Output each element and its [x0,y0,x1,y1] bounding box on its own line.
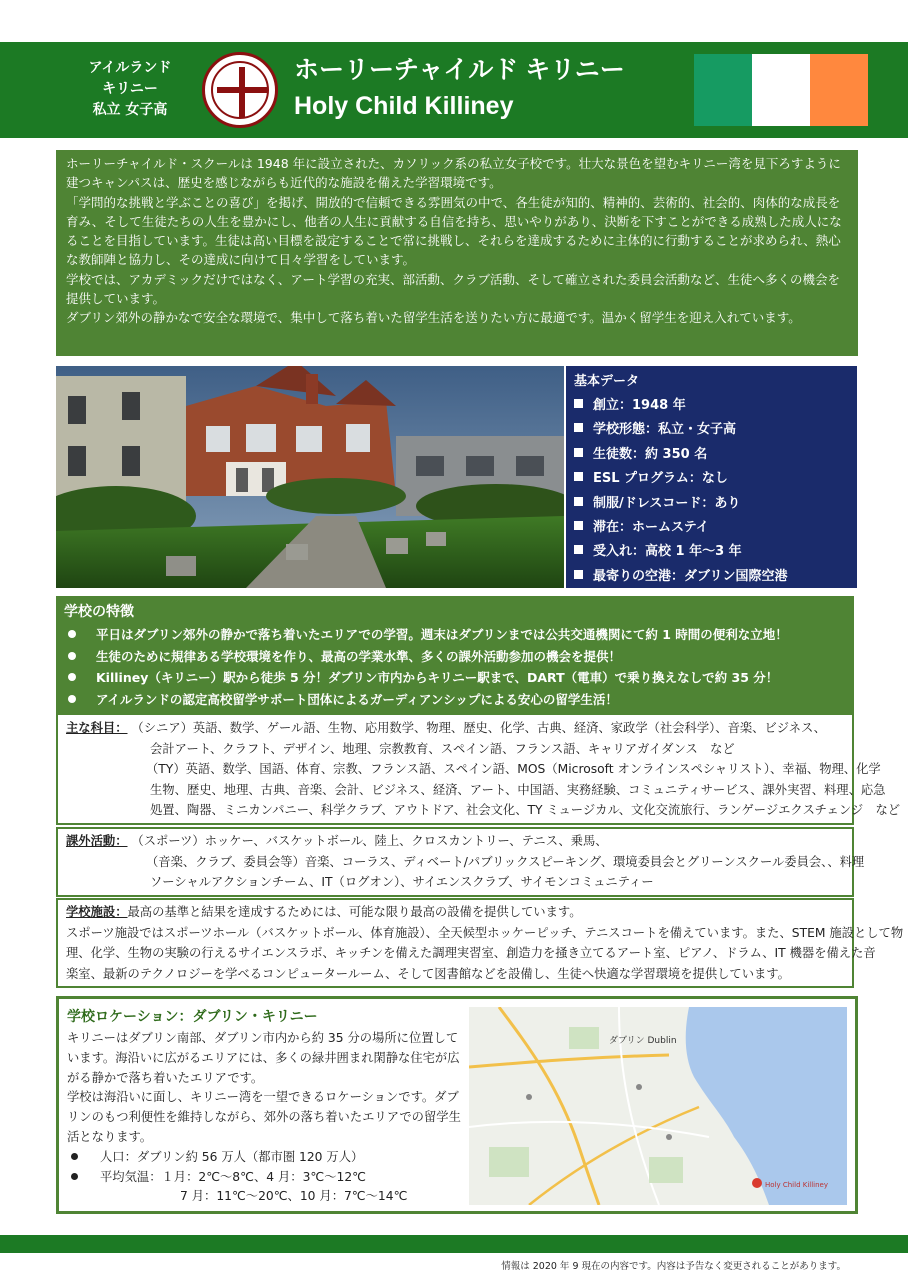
school-category [60,58,200,121]
bullet-icon [71,1173,78,1180]
activities-clubs-cont: ソーシャルアクションチーム、IT（ログオン）、サイエンスクラブ、サイモンコミュニティー [150,875,654,889]
square-bullet-icon [574,570,583,579]
footer-note: 情報は 2020 年 9 現在の内容です。内容は予告なく変更されることがあります。 [501,1261,846,1272]
school-photo [56,366,564,588]
footer-bar [0,1235,908,1253]
population-item: 人口：ダブリン約 56 万人（都市圏 120 万人） [67,1148,847,1168]
title-japanese: ホーリーチャイルド キリニー [294,56,625,84]
data-item-airport: 最寄りの空港：ダブリン国際空港 [574,565,849,589]
square-bullet-icon [574,423,583,432]
data-item-stay: 滞在：ホームステイ [574,516,849,540]
map-label-dublin: ダブリン Dublin [609,1036,677,1046]
bullet-icon [68,673,76,681]
square-bullet-icon [574,545,583,554]
intro-section [56,150,858,356]
subjects-senior: （シニア）英語、数学、ゲール語、生物、応用数学、物理、歴史、化学、古典、経済、家政学（社会科学）、音楽、ビジネス、 [131,721,826,735]
subjects-ty-cont: 生物、歴史、地理、古典、音楽、会計、ビジネス、経済、アート、中国語、実務経験、コミュニティサービス、課外実習、料理、応急 [150,782,886,797]
data-item-founded: 創立：1948 年 [574,394,849,418]
subjects-senior-cont: 会計アート、クラフト、デザイン、地理、宗教教育、スペイン語、フランス語、キャリアガイダンス など [150,741,735,756]
location-section [56,996,858,1214]
school-features-section [56,596,854,714]
features-title: 学校の特徴 [64,604,134,620]
school-location-pin-icon [752,1178,762,1188]
bullet-icon [68,695,76,703]
facilities-text: 最高の基準と結果を達成するためには、可能な限り最高の設備を提供しています。 [127,905,582,919]
header-banner [0,42,908,138]
feature-item: 平日はダブリン郊外の静かで落ち着いたエリアでの学習。週末はダブリンまでは公共交通機関にて約 1 時間の便利な立地！ [64,624,846,646]
square-bullet-icon [574,472,583,481]
temperature-item: 平均気温：１月：2℃～8℃、4 月：3℃～12℃ [67,1168,847,1188]
subjects-label: 主な科目： [66,721,128,735]
feature-item: Killiney（キリニー）駅から徒歩 5 分！ダブリン市内からキリニー駅まで、DART（電車）で乗り換えなしで約 35 分！ [64,667,846,689]
activities-section [56,827,865,897]
square-bullet-icon [574,399,583,408]
square-bullet-icon [574,521,583,530]
activities-clubs: （音楽、クラブ、委員会等）音楽、コーラス、ディベート/パブリックスピーキング、環境委員会とグリーンスクール委員会、、料理 [146,854,865,869]
intro-paragraph: ダブリン郊外の静かなで安全な環境で、集中して落ち着いた留学生活を送りたい方に最適です。温かく留学生を迎え入れています。 [66,310,801,326]
data-item-students: 生徒数：約 350 名 [574,443,849,467]
location-text: キリニーはダブリン南部、ダブリン市内から約 35 分の場所に位置しています。海沿いに広がるエリアには、多くの緑井囲まれ閑静な住宅が広がる静かで落ち着いたエリアです。 [67,1031,460,1085]
bullet-icon [71,1153,78,1160]
intro-paragraph: 学校では、アカデミックだけではなく、アート学習の充実、部活動、クラブ活動、そして確立された委員会活動など、生徒へ多くの機会を提供しています。 [66,271,841,307]
title-english: Holy Child Killiney [294,92,514,120]
data-item-uniform: 制服/ドレスコード：あり [574,492,849,516]
map-label-school: Holy Child Killiney [765,1181,828,1189]
subjects-ty-cont: 処置、陶器、ミニカンパニー、科学クラブ、アウトドア、社会文化、TY ミュージカル、文化交流旅行、ランゲージエクスチェンジ など [150,803,901,817]
subjects-section [56,713,901,825]
facilities-section [56,898,904,988]
data-item-grades: 受入れ：高校 1 年～3 年 [574,540,849,564]
location-text: 学校は海沿いに面し、キリニー湾を一望できるロケーションです。ダブリンのもつ利便性を維持しながら、郊外の落ち着いたエリアでの留学生活となります。 [67,1090,461,1144]
square-bullet-icon [574,448,583,457]
activities-label: 課外活動： [66,834,128,848]
ireland-flag-icon [694,54,868,126]
page-title [294,52,625,124]
facilities-text: スポーツ施設ではスポーツホール（バスケットボール、体育施設）、全天候型ホッケーピッチ、テニスコートを備えています。また、STEM 施設として物 [66,925,904,940]
activities-sports: （スポーツ）ホッケー、バスケットボール、陸上、クロスカントリー、テニス、乗馬、 [131,834,608,848]
school-crest-icon [202,52,278,128]
city-label: キリニー [102,81,158,97]
country-label: アイルランド [88,60,172,76]
bullet-icon [68,652,76,660]
square-bullet-icon [574,497,583,506]
subjects-ty: （TY）英語、数学、国語、体育、宗教、フランス語、スペイン語、MOS（Microsoft オンラインスペシャリスト）、幸福、物理、化学 [146,762,881,776]
facilities-text: 理、化学、生物の実験の行えるサイエンスラボ、キッチンを備えた調理実習室、創造力を掻き立てるアート室、ピアノ、ドラム、IT 機器を備えた音 [66,946,876,960]
facilities-text: 楽室、最新のテクノロジーを学べるコンピュータールーム、そして図書館などを設備し、生徒へ快適な学習環境を提供しています。 [66,966,790,981]
temperature-item-cont: 7 月：11℃～20℃、10 月：7℃～14℃ [180,1189,408,1204]
intro-paragraph: 「学問的な挑戦と学ぶことの喜び」を掲げ、開放的で信頼できる雰囲気の中で、各生徒が知的、精神的、芸術的、社会的、肉体的な成長を育み、そして生徒たちの人生を豊かにし、他者の人生に貢献する自信を持ち、思いやりがあり、決断を下すことができる成熟した成人になることを目指しています。生徒は高い目標を設定することで常に挑戦し、それらを達成するために主体的に行動することが求められ、熱心な教師陣と協力し、その達成に向けて日々学習をしています。 [66,194,842,268]
facilities-label: 学校施設： [66,905,128,919]
school-type-label: 私立 女子高 [92,102,168,118]
basic-data-panel [566,366,857,588]
data-item-school-type: 学校形態：私立・女子高 [574,418,849,442]
location-map[interactable] [469,1007,847,1205]
bullet-icon [68,630,76,638]
location-title: 学校ロケーション：ダブリン・キリニー [67,1009,318,1025]
feature-item: アイルランドの認定高校留学サポート団体によるガーディアンシップによる安心の留学生活！ [64,689,846,711]
basic-data-title: 基本データ [574,374,640,389]
intro-paragraph: ホーリーチャイルド・スクールは 1948 年に設立された、カソリック系の私立女子校です。壮大な景色を望むキリニー湾を見下ろすように建つキャンパスは、歴史を感じながらも近代的な施設を備えた学習環境です。 [66,156,841,191]
data-item-esl: ESL プログラム：なし [574,467,849,491]
feature-item: 生徒のために規律ある学校環境を作り、最高の学業水準、多くの課外活動参加の機会を提供！ [64,646,846,668]
